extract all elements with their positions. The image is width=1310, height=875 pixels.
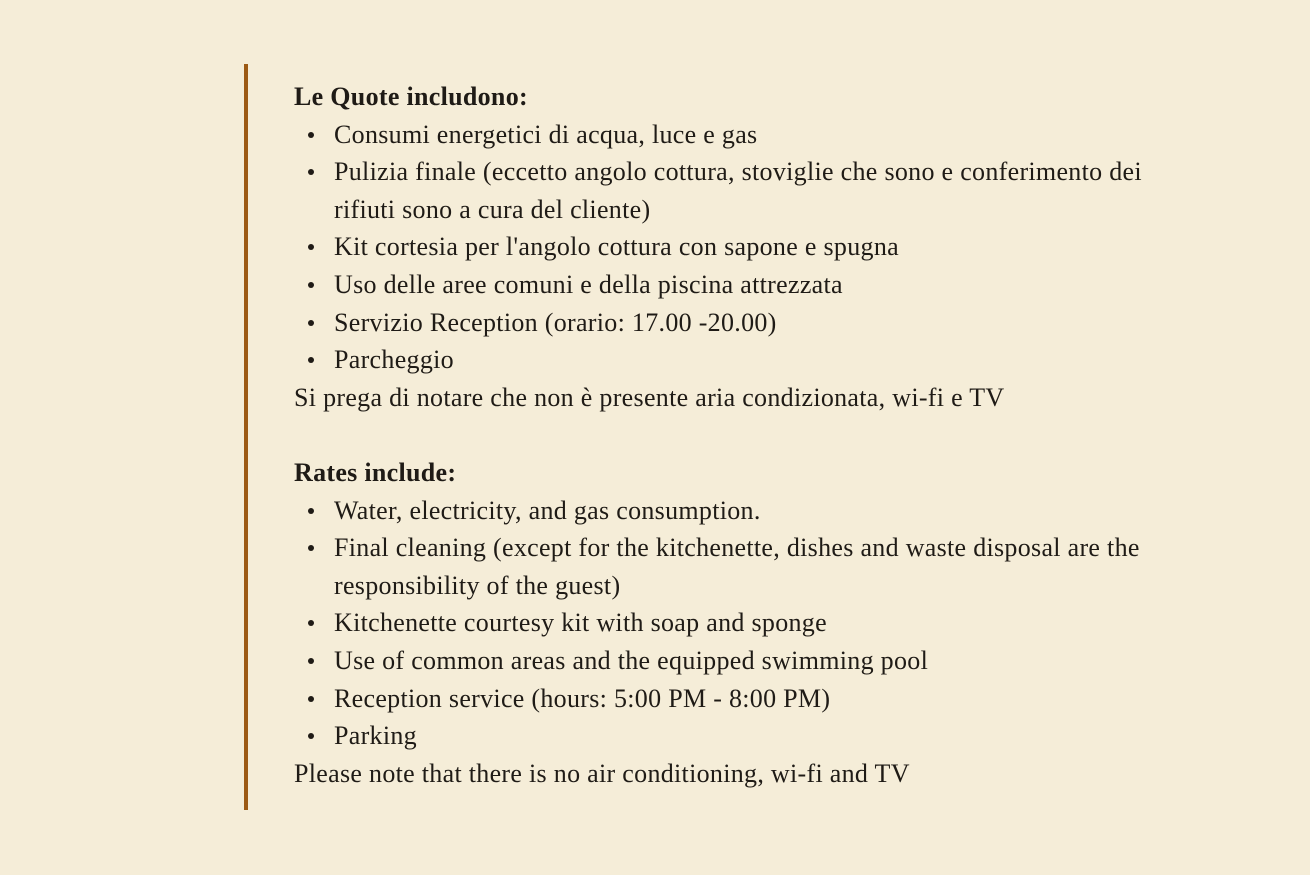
list-item: Pulizia finale (eccetto angolo cottura, stoviglie che sono e conferimento dei rifiuti sono a cura del cliente) — [294, 153, 1254, 228]
english-title: Rates include: — [294, 457, 457, 487]
list-item: Kit cortesia per l'angolo cottura con sapone e spugna — [294, 228, 1254, 266]
list-item: Final cleaning (except for the kitchenette, dishes and waste disposal are the responsibility of the guest) — [294, 529, 1254, 604]
english-note: Please note that there is no air conditioning, wi-fi and TV — [294, 758, 910, 788]
list-item: Kitchenette courtesy kit with soap and sponge — [294, 604, 1254, 642]
list-item: Reception service (hours: 5:00 PM - 8:00 PM) — [294, 680, 1254, 718]
english-list — [294, 492, 1254, 755]
english-section — [294, 454, 1254, 792]
italian-title: Le Quote includono: — [294, 82, 528, 111]
list-item: Consumi energetici di acqua, luce e gas — [294, 116, 1254, 154]
list-item: Use of common areas and the equipped swimming pool — [294, 642, 1254, 680]
italian-list — [294, 116, 1254, 379]
list-item: Parking — [294, 717, 1254, 755]
list-item: Parcheggio — [294, 341, 1254, 379]
list-item: Servizio Reception (orario: 17.00 -20.00) — [294, 304, 1254, 342]
section-spacer — [294, 416, 1254, 454]
rates-content — [294, 78, 1254, 792]
list-item: Water, electricity, and gas consumption. — [294, 492, 1254, 530]
list-item: Uso delle aree comuni e della piscina attrezzata — [294, 266, 1254, 304]
italian-section — [294, 78, 1254, 416]
italian-note: Si prega di notare che non è presente aria condizionata, wi-fi e TV — [294, 382, 1005, 412]
accent-bar — [244, 64, 248, 810]
